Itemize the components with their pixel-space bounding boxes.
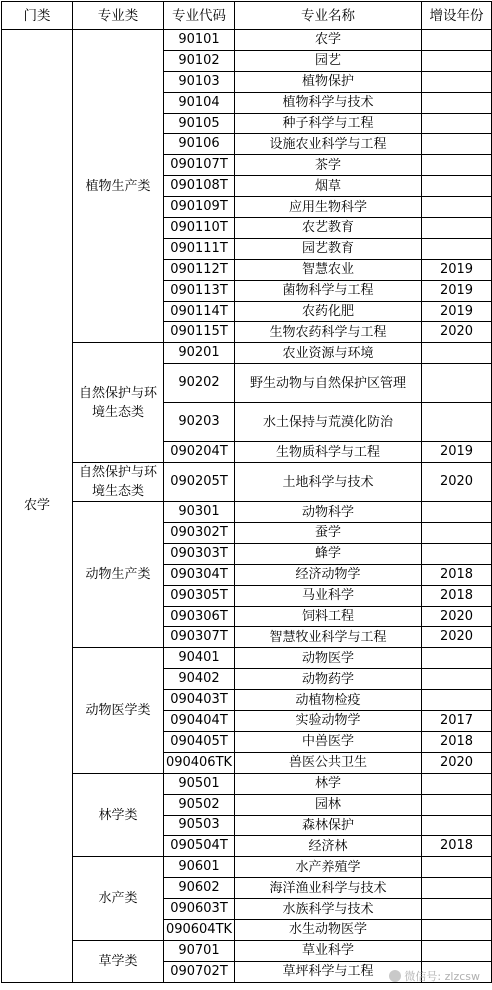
name-cell: 生物质科学与工程 [235,442,422,463]
year-cell [422,113,492,134]
name-cell: 植物科学与技术 [235,92,422,113]
code-cell: 090305T [164,585,235,606]
year-cell [422,502,492,523]
year-cell [422,543,492,564]
code-cell: 090302T [164,523,235,544]
name-cell: 园艺 [235,50,422,71]
header-code: 专业代码 [164,2,235,30]
year-cell: 2018 [422,731,492,752]
code-cell: 90401 [164,648,235,669]
header-menlei: 门类 [2,2,73,30]
category-cell: 自然保护与环境生态类 [73,463,164,502]
year-cell: 2020 [422,322,492,343]
code-cell: 90102 [164,50,235,71]
code-cell: 90502 [164,794,235,815]
table-row [2,940,492,961]
table-row [2,773,492,794]
year-cell [422,176,492,197]
year-cell: 2020 [422,752,492,773]
year-cell [422,940,492,961]
year-cell [422,343,492,364]
code-cell: 90203 [164,403,235,442]
code-cell: 90602 [164,878,235,899]
name-cell: 马业科学 [235,585,422,606]
code-cell: 090111T [164,238,235,259]
code-cell: 90601 [164,857,235,878]
watermark-text: 微信号: zlzcsw [404,970,480,983]
name-cell: 农学 [235,30,422,51]
table-row [2,463,492,502]
name-cell: 野生动物与自然保护区管理 [235,364,422,403]
year-cell [422,878,492,899]
code-cell: 090404T [164,711,235,732]
year-cell [422,50,492,71]
year-cell [422,669,492,690]
year-cell [422,815,492,836]
year-cell: 2020 [422,606,492,627]
code-cell: 090403T [164,690,235,711]
year-cell [422,523,492,544]
name-cell: 植物保护 [235,71,422,92]
year-cell [422,238,492,259]
name-cell: 蚕学 [235,523,422,544]
name-cell: 土地科学与技术 [235,463,422,502]
name-cell: 农药化肥 [235,301,422,322]
menlei-cell: 农学 [2,30,73,983]
name-cell: 设施农业科学与工程 [235,134,422,155]
name-cell: 种子科学与工程 [235,113,422,134]
code-cell: 90105 [164,113,235,134]
header-name: 专业名称 [235,2,422,30]
header-category: 专业类 [73,2,164,30]
name-cell: 烟草 [235,176,422,197]
name-cell: 实验动物学 [235,711,422,732]
code-cell: 90106 [164,134,235,155]
year-cell [422,218,492,239]
year-cell [422,794,492,815]
name-cell: 智慧牧业科学与工程 [235,627,422,648]
name-cell: 水族科学与技术 [235,899,422,920]
year-cell [422,899,492,920]
code-cell: 090405T [164,731,235,752]
name-cell: 草坪科学与工程 [235,961,422,982]
name-cell: 生物农药科学与工程 [235,322,422,343]
name-cell: 林学 [235,773,422,794]
code-cell: 090306T [164,606,235,627]
year-cell: 2020 [422,627,492,648]
code-cell: 90101 [164,30,235,51]
name-cell: 蜂学 [235,543,422,564]
majors-table [1,1,492,983]
year-cell [422,648,492,669]
code-cell: 090114T [164,301,235,322]
year-cell [422,773,492,794]
year-cell: 2019 [422,259,492,280]
name-cell: 农艺教育 [235,218,422,239]
name-cell: 中兽医学 [235,731,422,752]
code-cell: 90701 [164,940,235,961]
name-cell: 草业科学 [235,940,422,961]
code-cell: 090110T [164,218,235,239]
table-row [2,502,492,523]
code-cell: 90501 [164,773,235,794]
name-cell: 动物医学 [235,648,422,669]
table-body [2,30,492,983]
code-cell: 90503 [164,815,235,836]
category-cell: 林学类 [73,773,164,857]
code-cell: 90201 [164,343,235,364]
code-cell: 090604TK [164,919,235,940]
code-cell: 090107T [164,155,235,176]
category-cell: 自然保护与环境生态类 [73,343,164,463]
code-cell: 90301 [164,502,235,523]
code-cell: 090702T [164,961,235,982]
category-cell: 水产类 [73,857,164,941]
name-cell: 园艺教育 [235,238,422,259]
year-cell [422,364,492,403]
code-cell: 090204T [164,442,235,463]
header-year: 增设年份 [422,2,492,30]
name-cell: 水土保持与荒漠化防治 [235,403,422,442]
code-cell: 090108T [164,176,235,197]
year-cell [422,919,492,940]
code-cell: 90103 [164,71,235,92]
year-cell [422,92,492,113]
year-cell: 2018 [422,564,492,585]
year-cell: 2018 [422,836,492,857]
name-cell: 动物药学 [235,669,422,690]
name-cell: 茶学 [235,155,422,176]
year-cell: 2019 [422,442,492,463]
year-cell [422,155,492,176]
name-cell: 菌物科学与工程 [235,280,422,301]
name-cell: 饲料工程 [235,606,422,627]
code-cell: 90402 [164,669,235,690]
table-row [2,30,492,51]
year-cell [422,71,492,92]
wechat-icon [389,970,401,982]
code-cell: 090205T [164,463,235,502]
name-cell: 应用生物科学 [235,197,422,218]
name-cell: 智慧农业 [235,259,422,280]
year-cell [422,30,492,51]
year-cell: 2020 [422,463,492,502]
code-cell: 90202 [164,364,235,403]
category-cell: 动物生产类 [73,502,164,648]
category-cell: 动物医学类 [73,648,164,773]
name-cell: 兽医公共卫生 [235,752,422,773]
name-cell: 动物科学 [235,502,422,523]
name-cell: 农业资源与环境 [235,343,422,364]
header-row [2,2,492,30]
watermark [389,968,480,984]
year-cell [422,403,492,442]
code-cell: 090109T [164,197,235,218]
table-row [2,648,492,669]
year-cell [422,197,492,218]
code-cell: 090304T [164,564,235,585]
year-cell: 2017 [422,711,492,732]
code-cell: 090303T [164,543,235,564]
code-cell: 090112T [164,259,235,280]
year-cell: 2019 [422,280,492,301]
table-row [2,857,492,878]
year-cell: 2019 [422,301,492,322]
category-cell: 草学类 [73,940,164,982]
code-cell: 090307T [164,627,235,648]
code-cell: 090504T [164,836,235,857]
code-cell: 90104 [164,92,235,113]
code-cell: 090406TK [164,752,235,773]
code-cell: 090115T [164,322,235,343]
name-cell: 水生动物医学 [235,919,422,940]
name-cell: 经济动物学 [235,564,422,585]
code-cell: 090113T [164,280,235,301]
year-cell [422,690,492,711]
category-cell: 植物生产类 [73,30,164,343]
name-cell: 水产养殖学 [235,857,422,878]
name-cell: 海洋渔业科学与技术 [235,878,422,899]
name-cell: 动植物检疫 [235,690,422,711]
year-cell: 2018 [422,585,492,606]
year-cell [422,134,492,155]
code-cell: 090603T [164,899,235,920]
table-row [2,343,492,364]
name-cell: 园林 [235,794,422,815]
year-cell [422,857,492,878]
name-cell: 森林保护 [235,815,422,836]
name-cell: 经济林 [235,836,422,857]
